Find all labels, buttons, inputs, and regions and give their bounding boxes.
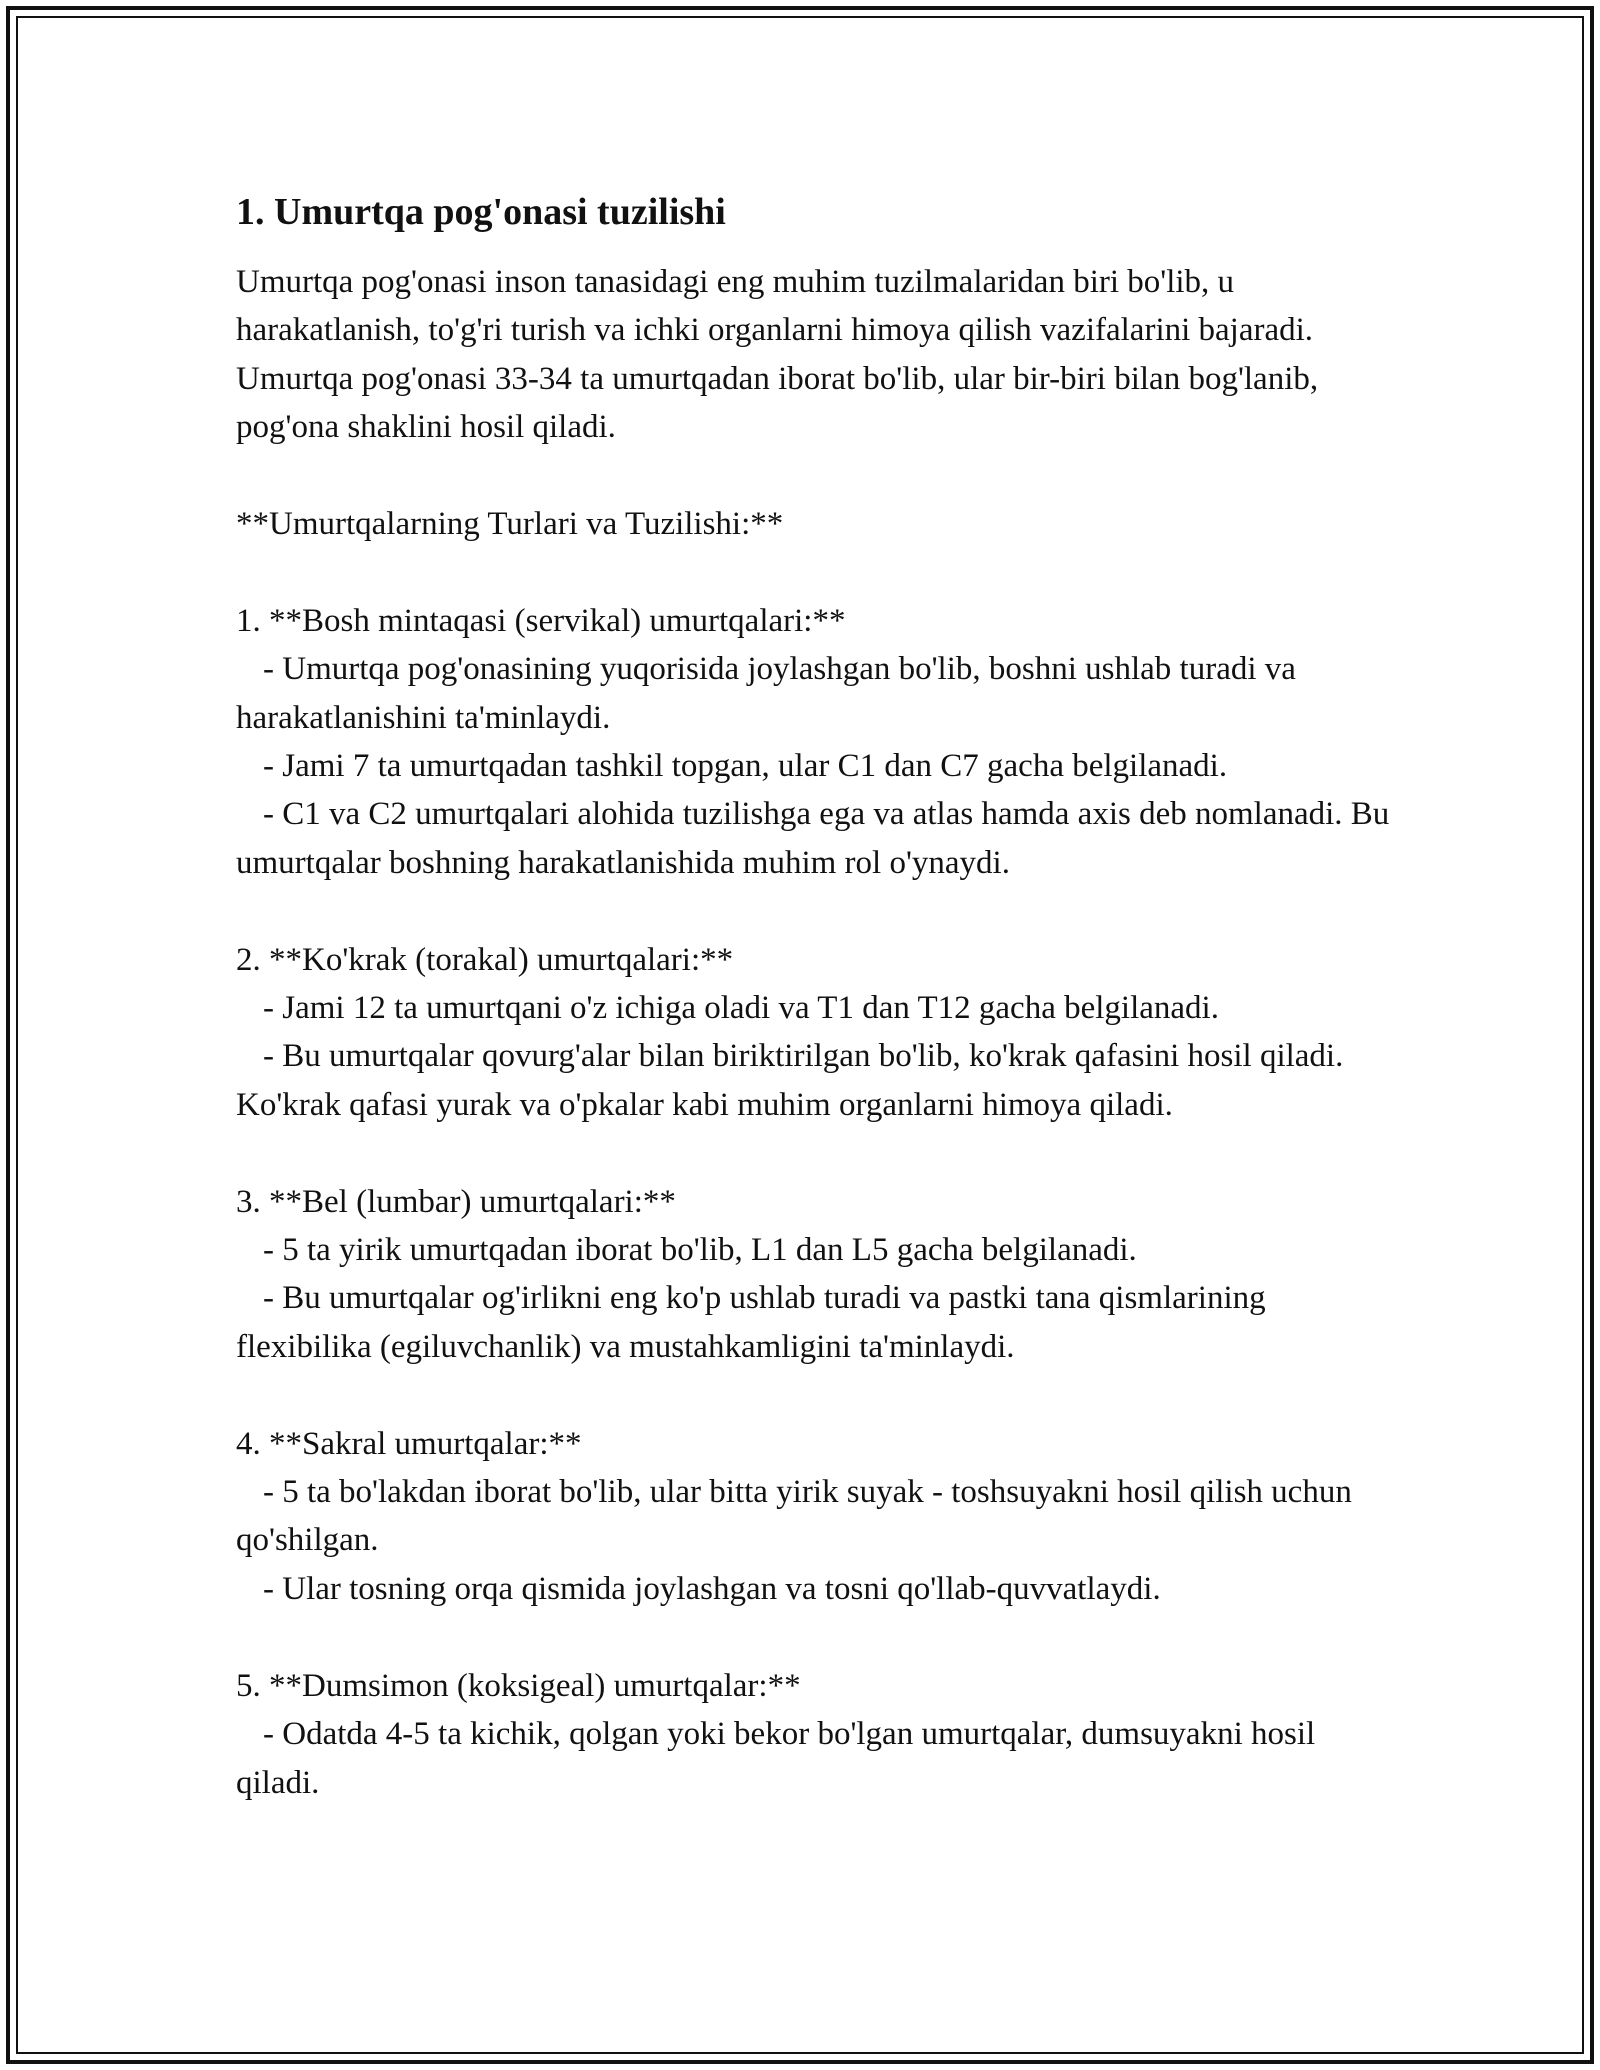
section-bullet: - Umurtqa pog'onasining yuqorisida joylashgan bo'lib, boshni ushlab turadi va harakatlanishini ta'minlaydi.	[236, 651, 1305, 736]
section-heading: 1. **Bosh mintaqasi (servikal) umurtqalari:**	[236, 602, 846, 639]
types-heading: **Umurtqalarning Turlari va Tuzilishi:**	[236, 506, 784, 543]
section-coccygeal	[236, 1662, 1396, 1807]
section-bullet: - Ular tosning orqa qismida joylashgan va tosni qo'llab-quvvatlaydi.	[263, 1570, 1161, 1607]
section-bullet: - 5 ta bo'lakdan iborat bo'lib, ular bitta yirik suyak - toshsuyakni hosil qilish uchun qo'shilgan.	[236, 1474, 1361, 1559]
section-lumbar	[236, 1178, 1396, 1372]
spacer	[236, 1613, 1396, 1661]
spacer	[236, 548, 1396, 596]
section-heading: 4. **Sakral umurtqalar:**	[236, 1425, 582, 1462]
section-bullet: - Bu umurtqalar qovurg'alar bilan biriktirilgan bo'lib, ko'krak qafasini hosil qiladi. Ko'krak qafasi yurak va o'pkalar kabi muhim organlarni himoya qiladi.	[236, 1038, 1352, 1123]
intro-paragraph: Umurtqa pog'onasi inson tanasidagi eng muhim tuzilmalaridan biri bo'lib, u harakatlanish, to'g'ri turish va ichki organlarni himoya qilish vazifalarini bajaradi. Umurtqa pog'onasi 33-34 ta umurtqadan iborat bo'lib, ular bir-biri bilan bog'lanib, pog'ona shaklini hosil qiladi.	[236, 264, 1327, 446]
document-body	[236, 186, 1396, 1807]
section-heading: 2. **Ko'krak (torakal) umurtqalari:**	[236, 941, 734, 978]
section-heading: 3. **Bel (lumbar) umurtqalari:**	[236, 1183, 676, 1220]
section-bullet: - 5 ta yirik umurtqadan iborat bo'lib, L1 dan L5 gacha belgilanadi.	[263, 1232, 1137, 1269]
section-thoracic	[236, 936, 1396, 1130]
section-bullet: - Jami 7 ta umurtqadan tashkil topgan, ular C1 dan C7 gacha belgilanadi.	[263, 748, 1228, 785]
section-bullet: - C1 va C2 umurtqalari alohida tuzilishga ega va atlas hamda axis deb nomlanadi. Bu umurtqalar boshning harakatlanishida muhim rol o'ynaydi.	[236, 796, 1398, 881]
section-sacral	[236, 1420, 1396, 1614]
section-bullet: - Jami 12 ta umurtqani o'z ichiga oladi va T1 dan T12 gacha belgilanadi.	[263, 990, 1219, 1027]
section-cervical	[236, 597, 1396, 887]
section-bullet: - Odatda 4-5 ta kichik, qolgan yoki bekor bo'lgan umurtqalar, dumsuyakni hosil qiladi.	[236, 1716, 1324, 1801]
section-bullet: - Bu umurtqalar og'irlikni eng ko'p ushlab turadi va pastki tana qismlarining flexibilika (egiluvchanlik) va mustahkamligini ta'minlaydi.	[236, 1280, 1274, 1365]
document-title: 1. Umurtqa pog'onasi tuzilishi	[236, 191, 726, 233]
spacer	[236, 1129, 1396, 1177]
section-heading: 5. **Dumsimon (koksigeal) umurtqalar:**	[236, 1667, 801, 1704]
spacer	[236, 887, 1396, 935]
spacer	[236, 1371, 1396, 1419]
spacer	[236, 452, 1396, 500]
